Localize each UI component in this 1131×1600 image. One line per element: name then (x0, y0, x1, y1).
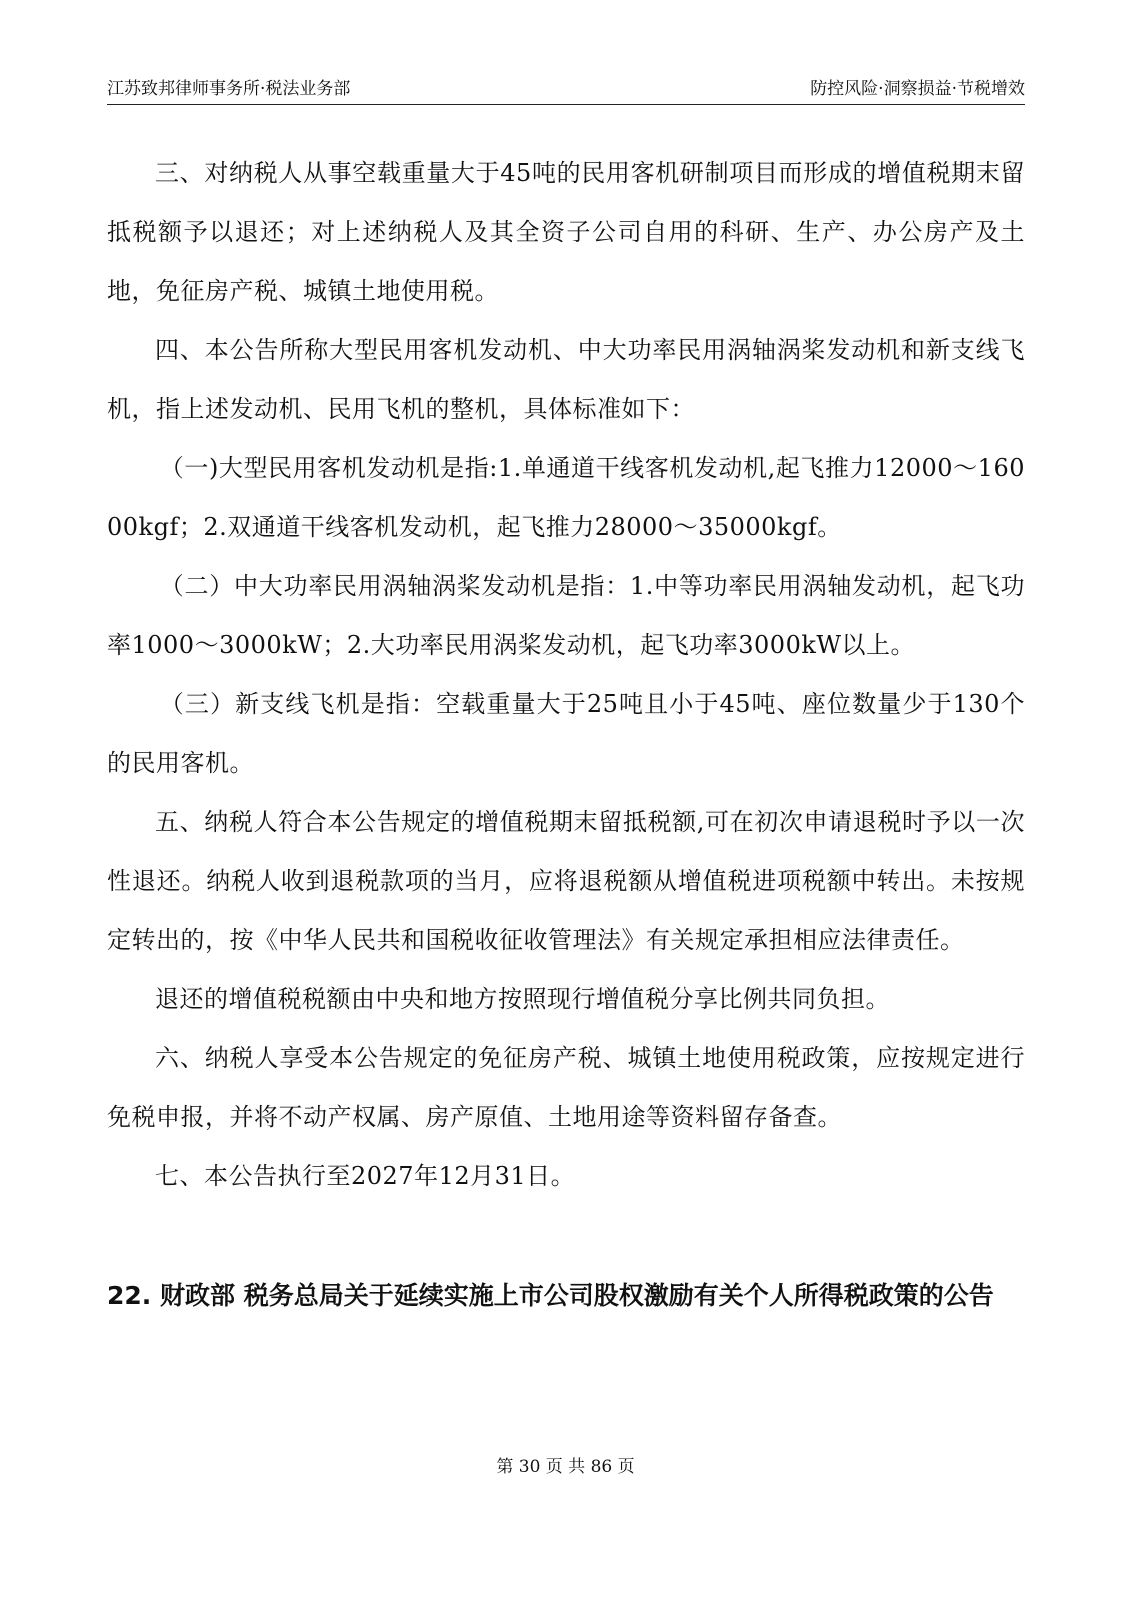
paragraph-3: 三、对纳税人从事空载重量大于45吨的民用客机研制项目而形成的增值税期末留抵税额予以退还；对上述纳税人及其全资子公司自用的科研、生产、办公房产及土地，免征房产税、城镇土地使用税。 (107, 159, 1025, 305)
paragraph-4-item-2: （二）中大功率民用涡轴涡桨发动机是指：1.中等功率民用涡轴发动机，起飞功率1000～3000kW；2.大功率民用涡桨发动机，起飞功率3000kW以上。 (107, 572, 1025, 659)
paragraph-4-item-1: （一)大型民用客机发动机是指:1.单通道干线客机发动机,起飞推力12000～16000kgf；2.双通道干线客机发动机，起飞推力28000～35000kgf。 (107, 454, 1025, 541)
paragraph-7: 七、本公告执行至2027年12月31日。 (155, 1162, 576, 1190)
paragraph-5: 五、纳税人符合本公告规定的增值税期末留抵税额,可在初次申请退税时予以一次性退还。纳税人收到退税款项的当月，应将退税额从增值税进项税额中转出。未按规定转出的，按《中华人民共和国税收征收管理法》有关规定承担相应法律责任。 (107, 808, 1025, 954)
section-heading: 22. 财政部 税务总局关于延续实施上市公司股权激励有关个人所得税政策的公告 (107, 1281, 994, 1310)
paragraph-6: 六、纳税人享受本公告规定的免征房产税、城镇土地使用税政策，应按规定进行免税申报，并将不动产权属、房产原值、土地用途等资料留存备查。 (107, 1044, 1025, 1131)
paragraph-4: 四、本公告所称大型民用客机发动机、中大功率民用涡轴涡桨发动机和新支线飞机，指上述发动机、民用飞机的整机，具体标准如下： (107, 336, 1025, 423)
body-text (107, 144, 1025, 1206)
page-header (107, 76, 1025, 105)
header-firm-name: 江苏致邦律师事务所·税法业务部 (107, 79, 351, 99)
paragraph-5-note: 退还的增值税税额由中央和地方按照现行增值税分享比例共同负担。 (155, 985, 890, 1013)
header-slogan: 防控风险·洞察损益·节税增效 (810, 79, 1025, 99)
page-number: 第 30 页 共 86 页 (496, 1457, 635, 1477)
paragraph-4-item-3: （三）新支线飞机是指：空载重量大于25吨且小于45吨、座位数量少于130个的民用客机。 (107, 690, 1025, 777)
